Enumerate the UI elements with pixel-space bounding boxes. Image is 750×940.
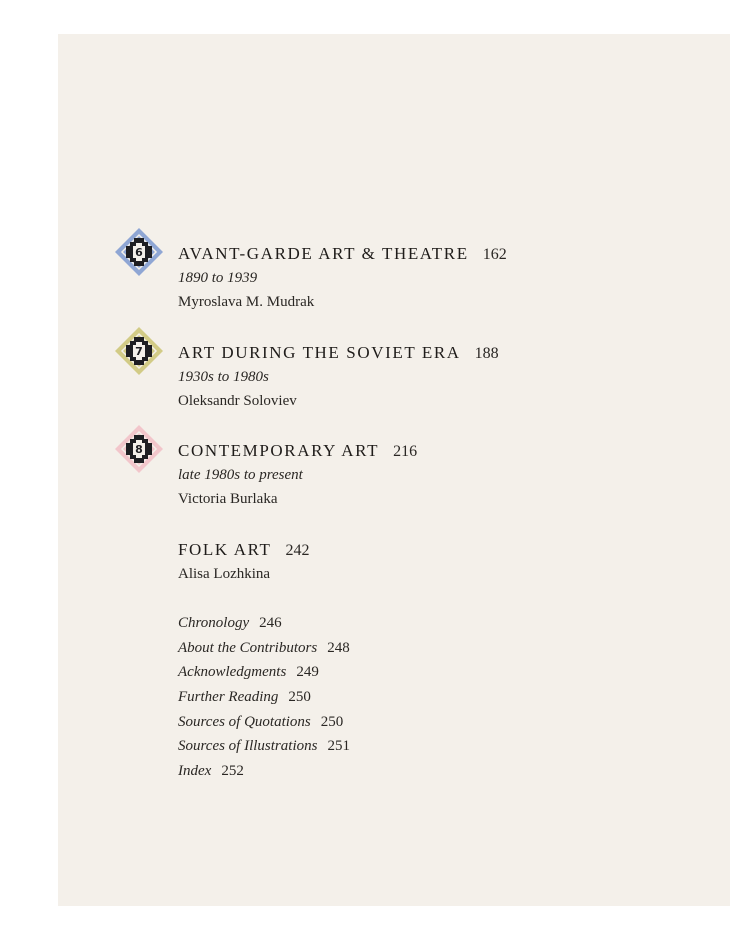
ornament-badge-8 [114, 424, 164, 474]
backmatter-page: 250 [288, 689, 311, 706]
toc-entry-folk-art[interactable] [178, 540, 309, 590]
backmatter-page: 249 [296, 664, 319, 681]
backmatter-item-further-reading[interactable] [178, 689, 350, 714]
ornament-badge-6 [114, 227, 164, 277]
toc-entry-chapter-7[interactable] [135, 343, 499, 417]
backmatter-item-acknowledgments[interactable] [178, 664, 350, 689]
chapter-page-number: 242 [285, 542, 310, 559]
chapter-dates: 1890 to 1939 [178, 270, 258, 286]
backmatter-page: 252 [221, 763, 244, 780]
backmatter-item-index[interactable] [178, 763, 350, 788]
backmatter-label: Further Reading [178, 689, 279, 706]
backmatter-page: 248 [327, 639, 350, 656]
backmatter-page: 250 [320, 713, 344, 730]
chapter-dates: late 1980s to present [178, 467, 303, 483]
badge-number: 6 [135, 246, 143, 259]
chapter-author: Myroslava M. Mudrak [178, 294, 315, 310]
backmatter-page: 246 [259, 615, 282, 631]
chapter-page-number: 188 [474, 345, 499, 362]
chapter-title: CONTEMPORARY ART [178, 441, 380, 460]
backmatter-item-sources-illustrations[interactable] [178, 738, 350, 763]
backmatter-page: 251 [327, 738, 350, 755]
backmatter-label: Chronology [178, 615, 250, 631]
chapter-author: Victoria Burlaka [178, 491, 278, 507]
chapter-author: Oleksandr Soloviev [178, 393, 297, 409]
backmatter-item-chronology[interactable] [178, 615, 350, 640]
badge-number: 7 [135, 345, 143, 358]
chapter-title: ART DURING THE SOVIET ERA [178, 343, 461, 362]
toc-entry-chapter-6[interactable] [135, 244, 507, 318]
backmatter-item-sources-quotations[interactable] [178, 714, 350, 739]
toc-entry-chapter-8[interactable] [135, 441, 418, 515]
backmatter-item-contributors[interactable] [178, 640, 350, 665]
chapter-page-number: 162 [482, 246, 507, 263]
chapter-title: AVANT-GARDE ART & THEATRE [178, 244, 469, 263]
backmatter-label: Sources of Illustrations [178, 738, 318, 755]
chapter-author: Alisa Lozhkina [178, 566, 271, 582]
backmatter-label: Index [178, 763, 212, 780]
chapter-dates: 1930s to 1980s [178, 369, 269, 385]
backmatter-label: Sources of Quotations [178, 713, 311, 730]
ornament-badge-7 [114, 326, 164, 376]
backmatter-list [178, 615, 350, 788]
backmatter-label: Acknowledgments [178, 664, 287, 681]
badge-number: 8 [135, 443, 143, 456]
backmatter-label: About the Contributors [178, 639, 318, 656]
chapter-page-number: 216 [393, 443, 418, 460]
chapter-title: FOLK ART [178, 540, 272, 559]
